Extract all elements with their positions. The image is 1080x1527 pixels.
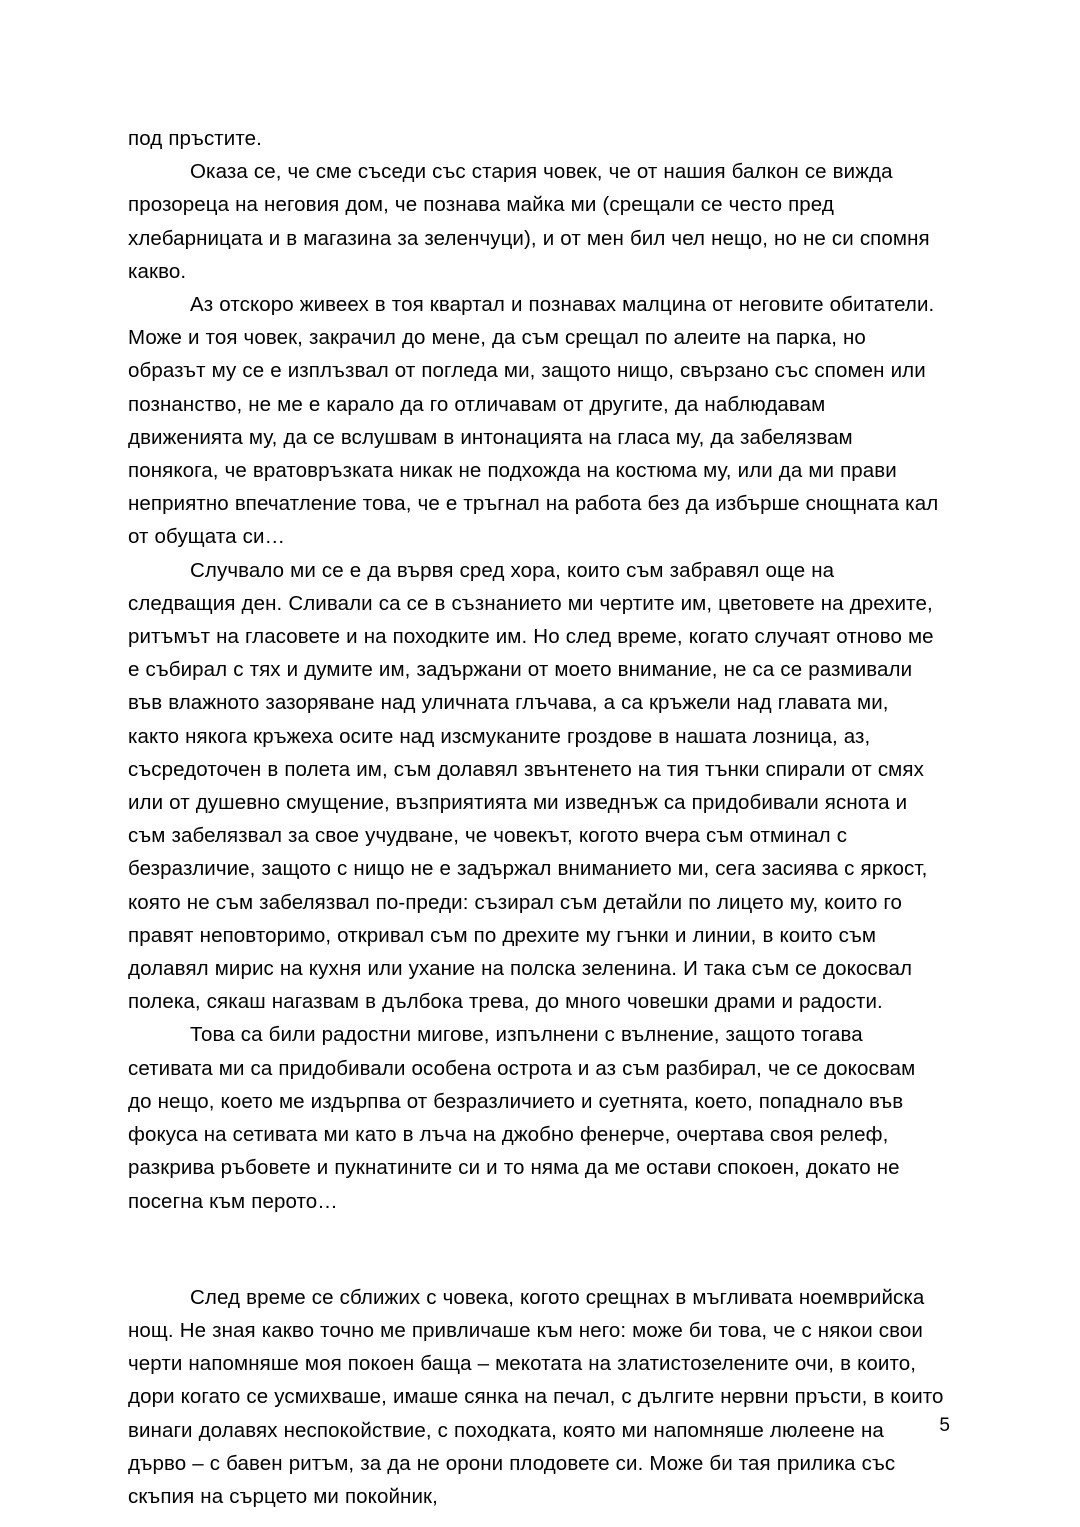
paragraph: Оказа се, че сме съседи със стария човек, че от нашия балкон се вижда прозореца на неговия дом, че познава майка ми (срещали се често пред хлебарницата и в магазина за зеленчуци), и от мен бил чел нещо, но не си спомня какво. <box>128 160 930 283</box>
paragraph: След време се сближих с човека, когото срещнах в мъгливата ноемврийска нощ. Не зная какво точно ме привличаше към него: може би това, че с някои свои черти напомняше моя покоен баща – мекотата на златистозелените очи, в които, дори когато се усмихваше, имаше сянка на печал, с дългите нервни пръсти, в които винаги долавях неспокойствие, с походката, която ми напомняше люлеене на дърво – с бавен ритъм, за да не орони плодовете си. Може би тая прилика със скъпия на сърцето ми покойник, <box>128 1285 944 1508</box>
page-body <box>128 122 944 1513</box>
paragraph: Случвало ми се е да вървя сред хора, които съм забравял още на следващия ден. Сливали са се в съзнанието ми чертите им, цветовете на дрехите, ритъмът на гласовете и на походките им. Но след време, когато случаят отново ме е събирал с тях и думите им, задържани от моето внимание, не са се размивали във влажното зазоряване над уличната глъчава, а са кръжели над главата ми, както някога кръжеха осите над изсмуканите гроздове в нашата лозница, аз, съсредоточен в полета им, съм долавял звънтенето на тия тънки спирали от смях или от душевно смущение, възприятията ми изведнъж са придобивали яснота и съм забелязвал за свое учудване, че човекът, когото вчера съм отминал с безразличие, защото с нищо не е задържал вниманието ми, сега засиява с яркост, която не съм забелязвал по-преди: съзирал съм детайли по лицето му, които го правят неповторимо, откривал съм по дрехите му гънки и линии, в които съм долавял мирис на кухня или ухание на полска зеленина. И така съм се докосвал полека, сякаш нагазвам в дълбока трева, до много човешки драми и радости. <box>128 558 934 1014</box>
paragraph: под пръстите. <box>128 127 262 150</box>
paragraph: Аз отскоро живеех в тоя квартал и познавах малцина от неговите обитатели. Може и тоя човек, закрачил до мене, да съм срещал по алеите на парка, но образът му се е изплъзвал от погледа ми, защото нищо, свързано със спомен или познанство, не ме е карало да го отличавам от другите, да наблюдавам движенията му, да се вслушвам в интонацията на гласа му, да забелязвам понякога, че вратовръзката никак не подхожда на костюма му, или да ми прави неприятно впечатление това, че е тръгнал на работа без да избърше снощната кал от обущата си… <box>128 293 939 549</box>
page-number: 5 <box>939 1415 950 1436</box>
paragraph: Това са били радостни мигове, изпълнени с вълнение, защото тогава сетивата ми са придобивали особена острота и аз съм разбирал, че се докосвам до нещо, което ме издърпва от безразличието и суетнята, което, попаднало във фокуса на сетивата ми като в лъча на джобно фенерче, очертава своя релеф, разкрива ръбовете и пукнатините си и то няма да ме остави спокоен, докато не посегна към перото… <box>128 1023 916 1213</box>
paragraph-spacer <box>128 1218 944 1281</box>
